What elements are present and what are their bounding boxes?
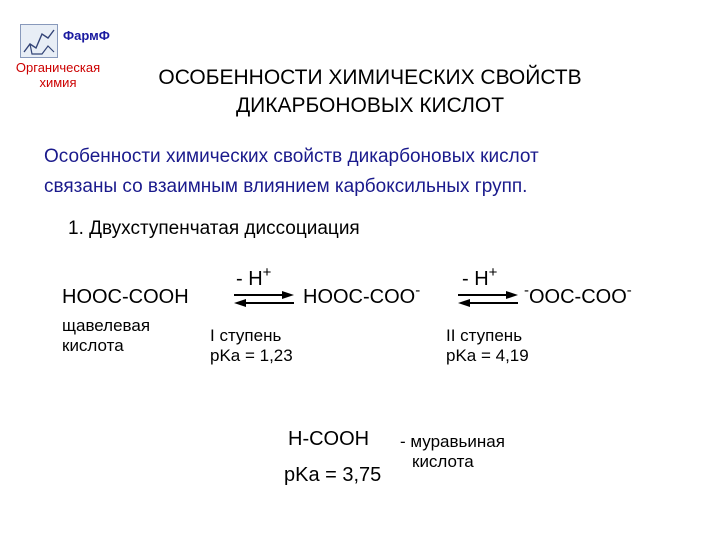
mono-anion-text: HOOC-COO [303,286,416,308]
logo-subtitle-line1: Органическая [15,60,101,75]
slide-title [120,64,620,120]
oxalic-acid-name [62,316,150,356]
step2-pka: pKa = 4,19 [446,346,529,365]
point-dissociation: 1. Двухступенчатая диссоциация [68,218,360,239]
slide-title-line1: ОСОБЕННОСТИ ХИМИЧЕСКИХ СВОЙСТВ [158,66,582,89]
dianion-formula [524,282,632,309]
step2-removed-proton [462,264,498,291]
logo-subtitle [8,60,108,90]
oxalic-acid-name-line2: кислота [62,336,124,355]
mono-anion-charge: - [415,282,421,299]
step1-removed-proton [236,264,272,291]
oxalic-acid-name-line1: щавелевая [62,316,151,335]
equilibrium-arrow-2 [456,290,520,308]
logo-icon [20,24,58,58]
step1-info [210,326,293,366]
equilibrium-arrow-1 [232,290,296,308]
formic-acid-pka: pKa = 3,75 [284,464,382,486]
mono-anion-formula [303,282,421,309]
step2-name: II ступень [446,326,523,345]
intro-line2: связаны со взаимным влиянием карбоксильных групп. [44,176,528,197]
step2-info [446,326,529,366]
step2-removed-text: - H [462,268,489,290]
step1-removed-text: - H [236,268,263,290]
logo-subtitle-line2: химия [39,75,77,90]
slide-title-line2: ДИКАРБОНОВЫХ КИСЛОТ [235,94,505,117]
formic-acid-formula: H-COOH [288,428,370,450]
intro-line1: Особенности химических свойств дикарбоновых кислот [44,146,539,167]
intro-text [44,142,704,202]
dianion-text: OOC-COO [529,286,627,308]
oxalic-acid-formula: HOOC-COOH [62,286,189,308]
formic-acid-name-line2: кислота [412,452,474,471]
formic-acid-name-line1: - муравьиная [400,432,505,451]
step1-name: I ступень [210,326,282,345]
dianion-charge-left: - [524,282,529,299]
step1-charge: + [262,264,272,281]
step2-charge: + [488,264,498,281]
formic-acid-name [400,432,505,472]
logo-title: ФармФ [63,28,110,43]
step1-pka: pKa = 1,23 [210,346,293,365]
dianion-charge-right: - [626,282,632,299]
